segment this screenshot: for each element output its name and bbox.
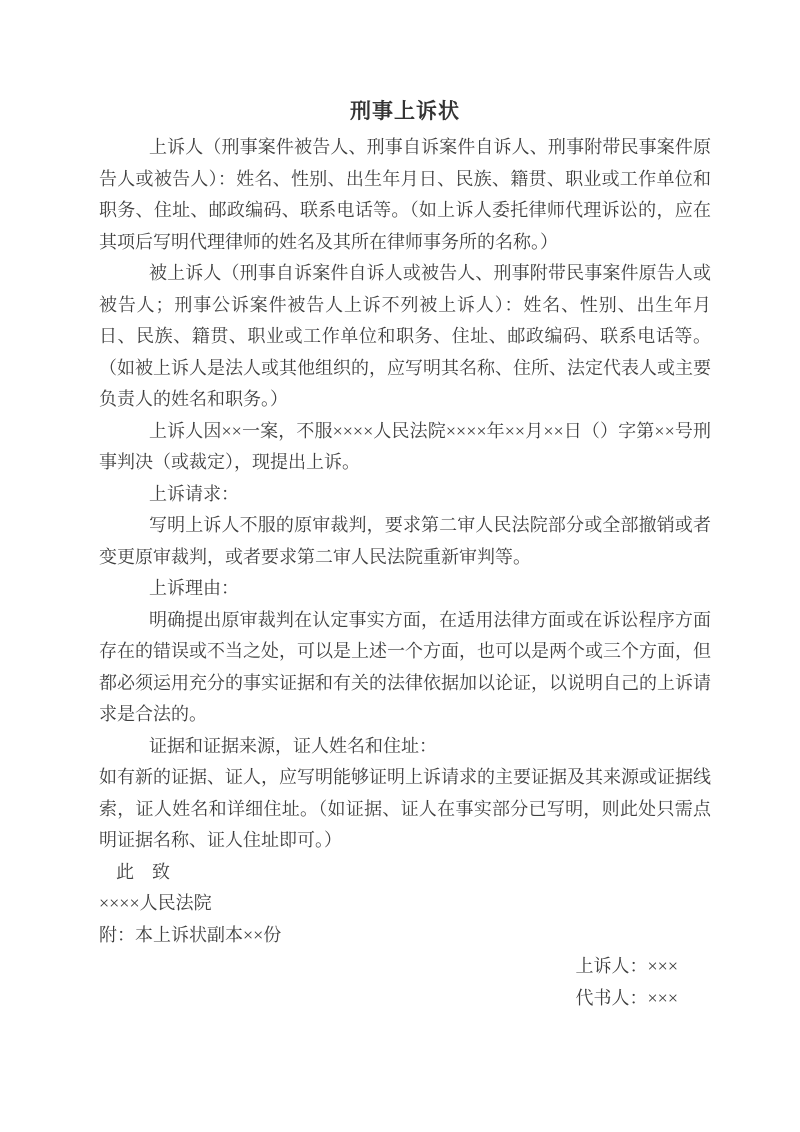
paragraph-appellant-info: 上诉人（刑事案件被告人、刑事自诉案件自诉人、刑事附带民事案件原告人或被告人）：姓名、性别、出生年月日、民族、籍贯、职业或工作单位和职务、住址、邮政编码、联系电话等。（如上诉人委托律师代理诉讼的，应在其项后写明代理律师的姓名及其所在律师事务所的名称。） [99, 137, 711, 252]
appeal-request-heading: 上诉请求： [149, 483, 239, 504]
evidence-heading: 证据和证据来源，证人姓名和住址： [149, 735, 437, 756]
appeal-reason-body: 明确提出原审裁判在认定事实方面，在适用法律方面或在诉讼程序方面存在的错误或不当之处，可以是上述一个方面，也可以是两个或三个方面，但都必须运用充分的事实证据和有关的法律依据加以论证，以说明自己的上诉请求是合法的。 [99, 609, 711, 724]
appeal-request-body: 写明上诉人不服的原审裁判，要求第二审人民法院部分或全部撤销或者变更原审裁判，或者要求第二审人民法院重新审判等。 [99, 515, 711, 567]
signature-scribe: 代书人：××× [575, 987, 678, 1008]
closing-court-name: ××××人民法院 [99, 893, 212, 913]
paragraph-case-statement: 上诉人因××一案，不服××××人民法院××××年××月××日（）字第××号刑事判决（或裁定），现提出上诉。 [99, 420, 711, 472]
signature-block [99, 951, 711, 1014]
evidence-body: 如有新的证据、证人，应写明能够证明上诉请求的主要证据及其来源或证据线索，证人姓名和详细住址。（如证据、证人在事实部分已写明，则此处只需点明证据名称、证人住址即可。） [99, 767, 711, 850]
appeal-reason-heading: 上诉理由： [149, 578, 239, 598]
document-body [99, 96, 711, 1014]
signature-appellant: 上诉人：××× [575, 956, 678, 976]
closing-attachment-note: 附：本上诉状副本××份 [99, 924, 282, 945]
closing-salute: 此 致 [116, 861, 170, 882]
document-title: 刑事上诉状 [350, 99, 460, 123]
paragraph-appellee-info: 被上诉人（刑事自诉案件自诉人或被告人、刑事附带民事案件原告人或被告人；刑事公诉案件被告人上诉不列被上诉人）：姓名、性别、出生年月日、民族、籍贯、职业或工作单位和职务、住址、邮政编码、联系电话等。（如被上诉人是法人或其他组织的，应写明其名称、住所、法定代表人或主要负责人的姓名和职务。） [99, 263, 711, 409]
